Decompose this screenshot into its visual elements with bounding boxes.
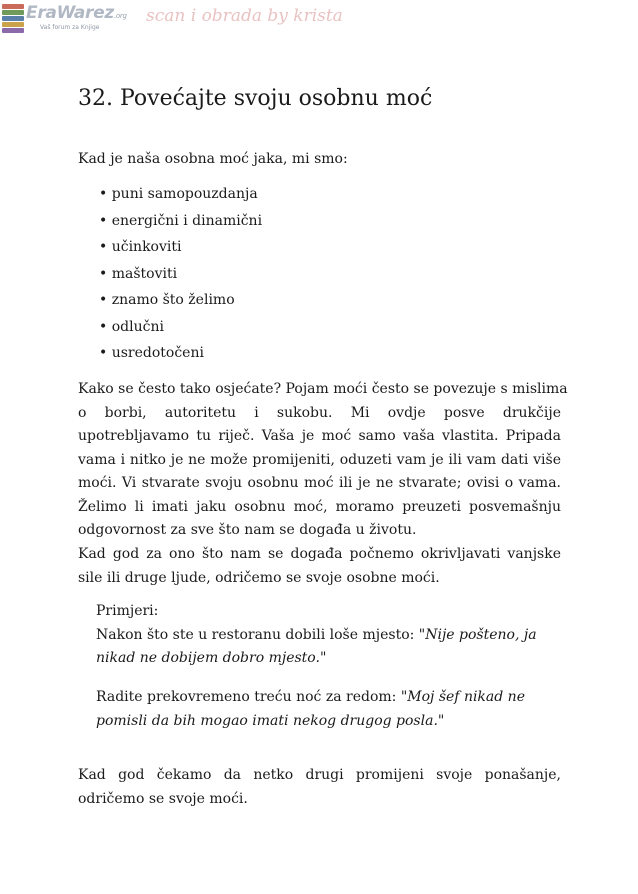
bullet-list bbox=[99, 186, 262, 372]
site-logo bbox=[2, 2, 132, 36]
example-2-quote: Moj šef nikad ne bbox=[407, 689, 525, 705]
intro-line: Kad je naša osobna moć jaka, mi smo: bbox=[78, 151, 348, 167]
example-1-lead: Nakon što ste u restoranu dobili loše mjesto: " bbox=[96, 626, 426, 643]
logo-tld: .org bbox=[113, 12, 127, 20]
example-2-close: " bbox=[437, 712, 445, 729]
text-line: Kako se često tako osjećate? Pojam moći često se povezuje s mislima bbox=[78, 381, 568, 397]
bullet-item: • maštoviti bbox=[99, 266, 262, 293]
bullet-item: • učinkoviti bbox=[99, 239, 262, 266]
logo-subtitle: Vaš forum za Knjige bbox=[40, 24, 100, 31]
text-line: Želimo li imati jaku osobnu moć, moramo preuzeti posvemašnju bbox=[78, 498, 561, 515]
paragraph-2 bbox=[78, 543, 561, 590]
example-2-line-1 bbox=[96, 686, 556, 710]
example-2-line-2 bbox=[96, 710, 556, 734]
text-line: sile ili druge ljude, odričemo se svoje osobne moći. bbox=[78, 569, 440, 586]
chapter-title: 32. Povećajte svoju osobnu moć bbox=[78, 86, 433, 111]
logo-text: EraWarez.org bbox=[26, 3, 127, 23]
bullet-item: • znamo što želimo bbox=[99, 292, 262, 319]
example-2-quote-cont: pomisli da bih mogao imati nekog drugog posla. bbox=[96, 712, 438, 729]
example-2-lead: Radite prekovremeno treću noć za redom: " bbox=[96, 689, 408, 705]
text-line: odgovornost za sve što nam se događa u životu. bbox=[78, 522, 417, 538]
text-line: vama i nitko je ne može promijeniti, oduzeti vam je ili vam dati više bbox=[78, 451, 561, 468]
bullet-item: • energični i dinamični bbox=[99, 213, 262, 240]
text-line: moći. Vi stvarate svoju osobnu moć ili je ne stvarate; ovisi o vama. bbox=[78, 475, 561, 491]
example-1-quote-cont: nikad ne dobijem dobro mjesto. bbox=[96, 650, 320, 666]
text-line: o borbi, autoritetu i sukobu. Mi ovdje posve drukčije bbox=[78, 404, 561, 421]
paragraph-3 bbox=[78, 764, 561, 811]
text-line: Kad god za ono što nam se događa počnemo okrivljavati vanjske bbox=[78, 546, 561, 562]
page-header bbox=[0, 0, 638, 40]
bullet-item: • puni samopouzdanja bbox=[99, 186, 262, 213]
text-line: Kad god čekamo da netko drugi promijeni svoje ponašanje, bbox=[78, 767, 561, 783]
paragraph-1 bbox=[78, 378, 568, 543]
example-2-block bbox=[96, 686, 556, 733]
text-line: odričemo se svoje moći. bbox=[78, 790, 248, 807]
bullet-item: • usredotočeni bbox=[99, 345, 262, 372]
scan-credit: scan i obrada by krista bbox=[146, 6, 343, 26]
books-icon bbox=[2, 2, 24, 36]
examples-block bbox=[96, 600, 556, 671]
example-1-line-2 bbox=[96, 647, 556, 671]
text-line: upotrebljavamo tu riječ. Vaša je moć samo vaša vlastita. Pripada bbox=[78, 428, 561, 444]
example-1-line-1 bbox=[96, 624, 556, 648]
examples-label: Primjeri: bbox=[96, 603, 159, 619]
example-1-close: " bbox=[319, 650, 327, 666]
example-1-quote: Nije pošteno, ja bbox=[425, 626, 537, 643]
bullet-item: • odlučni bbox=[99, 319, 262, 346]
